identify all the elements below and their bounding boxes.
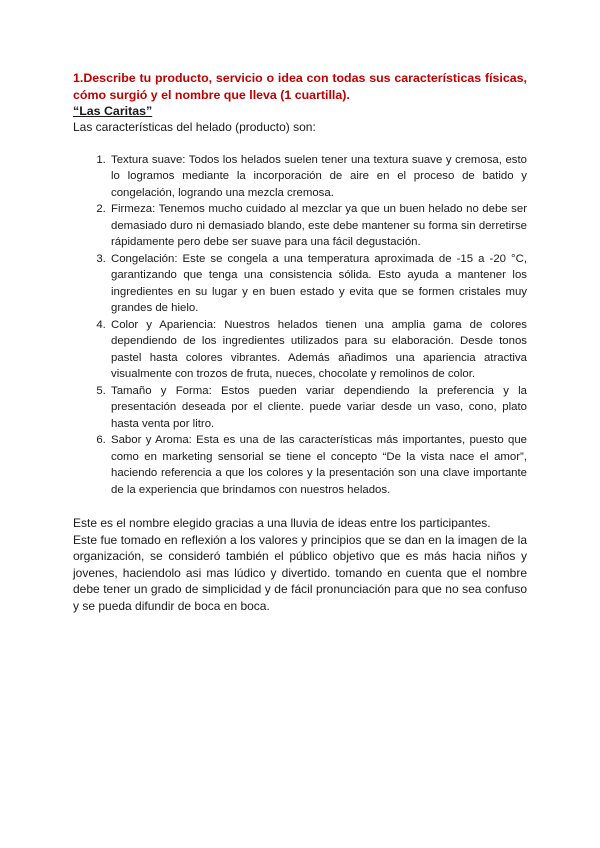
list-item: 6. Sabor y Aroma: Esta es una de las características más importantes, puesto que como en marketing sensorial se tiene el concepto “De la vista nace el amor”, haciendo referencia a que los colores y la presentación son una clave importante de la experiencia que brindamos con nuestros helados.: [109, 432, 527, 498]
closing-line-name-origin: Este es el nombre elegido gracias a una lluvia de ideas entre los participantes.: [73, 516, 491, 530]
intro-text: Las características del helado (producto) son:: [73, 120, 316, 134]
characteristics-list: [73, 152, 527, 499]
question-heading: 1.Describe tu producto, servicio o idea con todas sus características físicas, cómo surgió y el nombre que lleva (1 cuartilla).: [73, 71, 527, 102]
list-item: 2. Firmeza: Tenemos mucho cuidado al mezclar ya que un buen helado no debe ser demasiado duro ni demasiado blando, este debe mantener su forma sin derretirse rápidamente pero debe ser suave para una fácil degustación.: [109, 201, 527, 251]
list-item: 3. Congelación: Este se congela a una temperatura aproximada de -15 a -20 °C, garantizando que tenga una consistencia sólida. Esto ayuda a mantener los ingredientes en su lugar y en buen estado y evita que se formen cristales muy grandes de hielo.: [109, 251, 527, 317]
closing-section: [73, 515, 527, 614]
list-item: 5. Tamaño y Forma: Estos pueden variar dependiendo la preferencia y la presentación deseada por el cliente. puede variar desde un vaso, cono, plato hasta venta por litro.: [109, 383, 527, 433]
list-item: 1. Textura suave: Todos los helados suelen tener una textura suave y cremosa, esto lo logramos mediante la incorporación de aire en el proceso de batido y congelación, logrando una mezcla cremosa.: [109, 152, 527, 202]
document-body: [73, 70, 527, 614]
closing-paragraph-reasoning: Este fue tomado en reflexión a los valores y principios que se dan en la imagen de la organización, se consideró también el público objetivo que es más hacia niños y jovenes, haciendolo asi mas lúdico y divertido. tomando en cuenta que el nombre debe tener un grado de simplicidad y de fácil pronunciación para que no sea confuso y se pueda difundir de boca en boca.: [73, 532, 527, 613]
list-item: 4. Color y Apariencia: Nuestros helados tienen una amplia gama de colores dependiendo de los ingredientes utilizados para su elaboración. Desde tonos pastel hasta colores vibrantes. Además añadimos una apariencia atractiva visualmente con trozos de fruta, nueces, chocolate y remolinos de color.: [109, 317, 527, 383]
product-name-title: “Las Caritas”: [73, 104, 153, 118]
